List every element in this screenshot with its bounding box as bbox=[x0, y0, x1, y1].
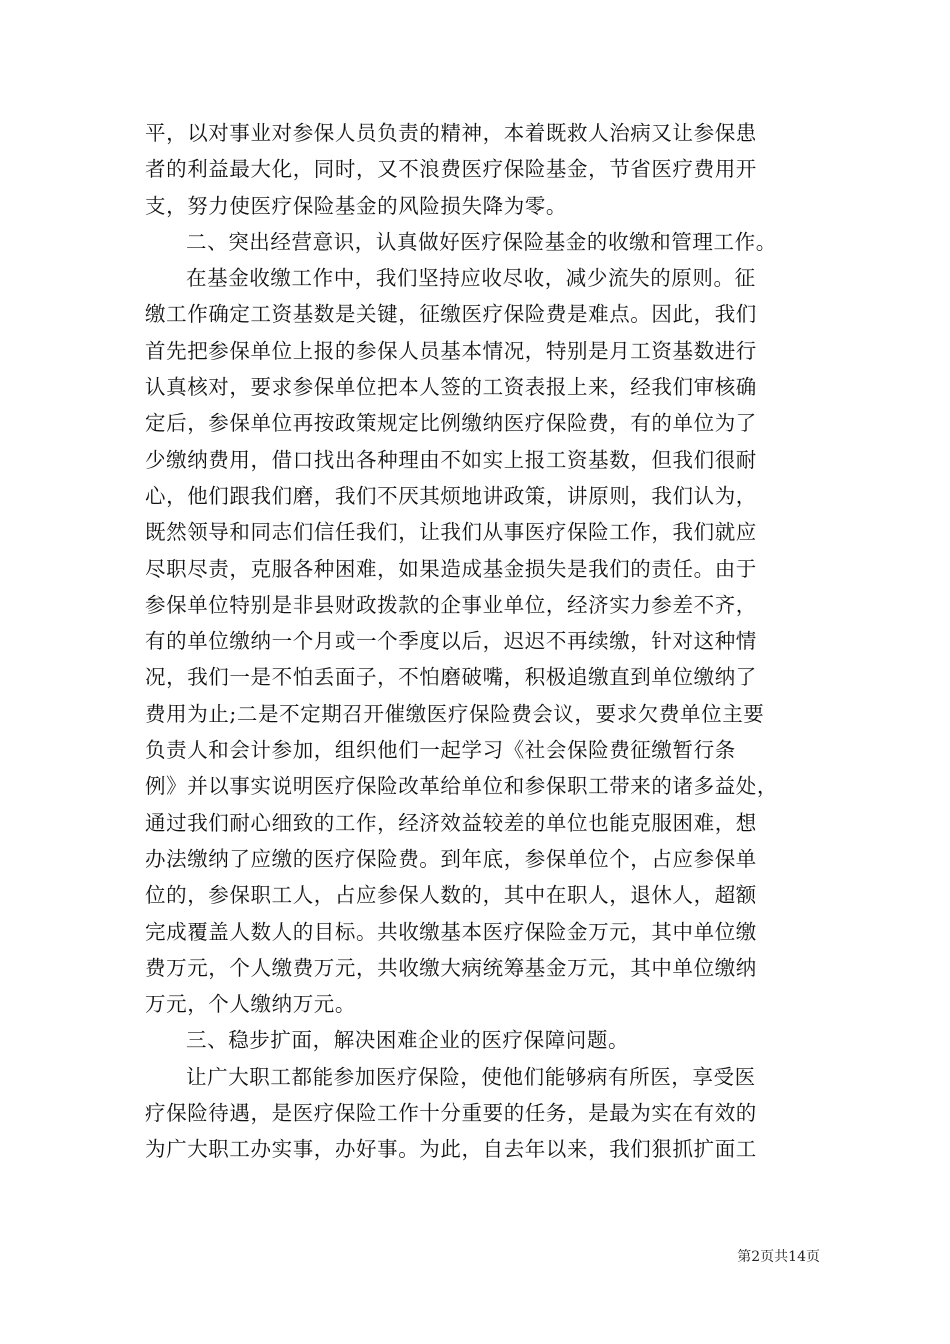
text-line: 费万元，个人缴费万元，共收缴大病统筹基金万元，其中单位缴纳 bbox=[145, 955, 757, 980]
text-line: 有的单位缴纳一个月或一个季度以后，迟迟不再续缴，针对这种情 bbox=[145, 629, 757, 654]
text-line: 平，以对事业对参保人员负责的精神，本着既救人治病又让参保患 bbox=[145, 121, 757, 145]
text-line: 二、突出经营意识，认真做好医疗保险基金的收缴和管理工作。 bbox=[186, 229, 777, 254]
text-line: 参保单位特别是非县财政拨款的企事业单位，经济实力参差不齐， bbox=[145, 592, 757, 617]
text-line: 让广大职工都能参加医疗保险，使他们能够病有所医，享受医 bbox=[186, 1064, 756, 1089]
text-line: 定后，参保单位再按政策规定比例缴纳医疗保险费，有的单位为了 bbox=[145, 411, 757, 436]
text-line: 三、稳步扩面，解决困难企业的医疗保障问题。 bbox=[186, 1028, 630, 1053]
text-line: 支，努力使医疗保险基金的风险损失降为零。 bbox=[145, 193, 567, 218]
text-line: 在基金收缴工作中，我们坚持应收尽收，减少流失的原则。征 bbox=[186, 266, 756, 291]
text-line: 通过我们耐心细致的工作，经济效益较差的单位也能克服困难，想 bbox=[145, 810, 757, 835]
text-line: 认真核对，要求参保单位把本人签的工资表报上来，经我们审核确 bbox=[145, 375, 757, 400]
text-line: 首先把参保单位上报的参保人员基本情况，特别是月工资基数进行 bbox=[145, 338, 757, 363]
text-line: 况，我们一是不怕丢面子，不怕磨破嘴，积极追缴直到单位缴纳了 bbox=[145, 665, 757, 690]
page-number: 第2页共14页 bbox=[737, 1249, 820, 1265]
body-text bbox=[145, 115, 817, 1168]
text-line: 为广大职工办实事，办好事。为此，自去年以来，我们狠抓扩面工 bbox=[145, 1137, 757, 1162]
text-line: 心，他们跟我们磨，我们不厌其烦地讲政策，讲原则，我们认为， bbox=[145, 483, 757, 508]
text-line: 既然领导和同志们信任我们，让我们从事医疗保险工作，我们就应 bbox=[145, 520, 757, 545]
text-line: 位的，参保职工人，占应参保人数的，其中在职人，退休人，超额 bbox=[145, 883, 757, 908]
text-line: 负责人和会计参加，组织他们一起学习《社会保险费征缴暂行条 bbox=[145, 738, 736, 763]
text-line: 者的利益最大化，同时，又不浪费医疗保险基金，节省医疗费用开 bbox=[145, 157, 757, 182]
text-line: 费用为止;二是不定期召开催缴医疗保险费会议，要求欠费单位主要 bbox=[145, 701, 765, 726]
text-line: 完成覆盖人数人的目标。共收缴基本医疗保险金万元，其中单位缴 bbox=[145, 919, 757, 944]
text-line: 办法缴纳了应缴的医疗保险费。到年底，参保单位个，占应参保单 bbox=[145, 846, 757, 871]
text-line: 疗保险待遇，是医疗保险工作十分重要的任务，是最为实在有效的 bbox=[145, 1101, 757, 1126]
text-line: 尽职尽责，克服各种困难，如果造成基金损失是我们的责任。由于 bbox=[145, 556, 757, 581]
text-line: 缴工作确定工资基数是关键，征缴医疗保险费是难点。因此，我们 bbox=[145, 302, 757, 327]
text-line: 例》并以事实说明医疗保险改革给单位和参保职工带来的诸多益处， bbox=[145, 774, 778, 799]
text-line: 万元，个人缴纳万元。 bbox=[145, 992, 356, 1017]
text-line: 少缴纳费用，借口找出各种理由不如实上报工资基数，但我们很耐 bbox=[145, 447, 757, 472]
